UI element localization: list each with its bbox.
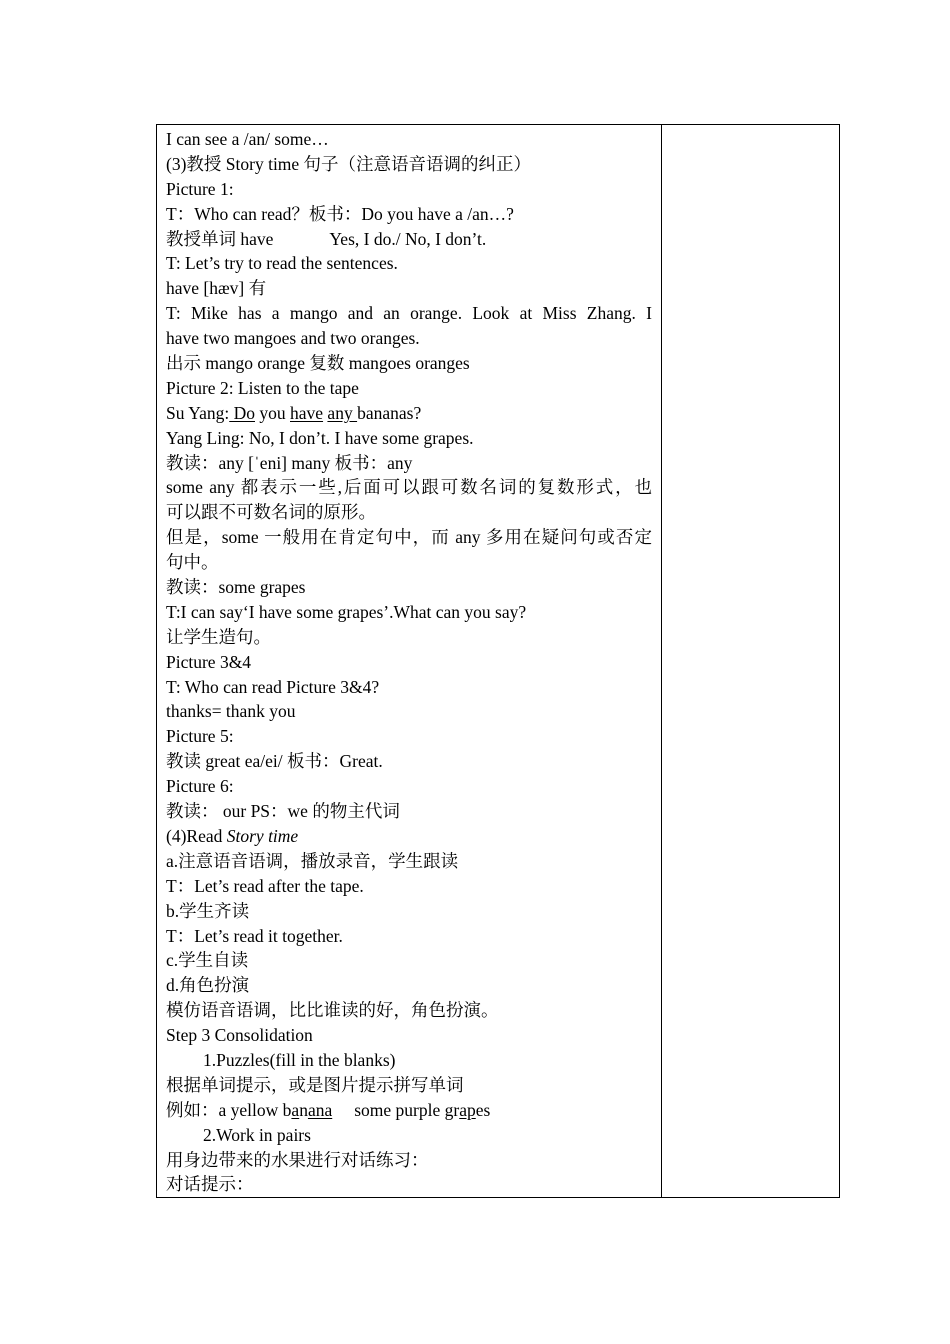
- notes-cell: [662, 125, 840, 1198]
- text-line: have two mangoes and two oranges.: [166, 328, 420, 349]
- text-line: I can see a /an/ some…: [166, 129, 329, 149]
- text-line: 但是，some 一般用在肯定句中，而 any 多用在疑问句或否定: [166, 527, 652, 548]
- underlined-word: any: [327, 402, 358, 423]
- text-line: [166, 1098, 652, 1123]
- text-line: 让学生造句。: [166, 626, 271, 647]
- text-line: 可以跟不可数名词的原形。: [166, 502, 376, 523]
- text-line: 句中。: [166, 552, 219, 573]
- lesson-plan-table: [156, 124, 840, 1198]
- text-span: bananas?: [357, 402, 422, 423]
- underlined-word: have: [290, 402, 324, 423]
- text-line: 用身边带来的水果进行对话练习：: [166, 1149, 429, 1170]
- underlined-word: Do: [229, 402, 255, 423]
- teaching-procedure-text: [157, 125, 661, 1197]
- text-line: 教读： our PS：we 的物主代词: [166, 801, 400, 822]
- text-span: you: [255, 402, 290, 423]
- text-line: have [hæv] 有: [166, 278, 267, 299]
- text-line: Picture 3&4: [166, 651, 252, 672]
- italic-title: Story time: [226, 825, 299, 846]
- text-span: Yes, I do./ No, I don’t.: [329, 228, 487, 249]
- underlined-letters: ana: [307, 1099, 333, 1120]
- text-span: es: [475, 1099, 491, 1120]
- text-line: Picture 2: Listen to the tape: [166, 377, 359, 398]
- text-line: 出示 mango orange 复数 mangoes oranges: [166, 353, 470, 374]
- text-line: thanks= thank you: [166, 701, 296, 722]
- text-span: n: [299, 1099, 308, 1120]
- text-span: some purple: [354, 1099, 445, 1120]
- text-line: T: Let’s try to read the sentences.: [166, 253, 398, 274]
- text-line: [166, 227, 652, 252]
- speaker-label: Su Yang:: [166, 402, 230, 423]
- text-line: 根据单词提示，或是图片提示拼写单词: [166, 1074, 464, 1095]
- text-line: c.学生自读: [166, 950, 249, 971]
- text-span: gr: [444, 1099, 460, 1120]
- text-line: 模仿语音语调，比比谁读的好，角色扮演。: [166, 1000, 499, 1021]
- teaching-procedure-cell: [157, 125, 662, 1198]
- text-line: a.注意语音语调，播放录音，学生跟读: [166, 850, 459, 871]
- section-heading: Step 3 Consolidation: [166, 1025, 313, 1046]
- text-line: [166, 401, 652, 426]
- table-row: [157, 125, 840, 1198]
- text-line: Picture 5:: [166, 726, 234, 747]
- text-line: 教读 great ea/ei/ 板书：Great.: [166, 751, 383, 772]
- underlined-letters: ap: [459, 1099, 476, 1120]
- text-line: 1.Puzzles(fill in the blanks): [203, 1049, 396, 1070]
- section-heading: (3)教授 Story time 句子（注意语音语调的纠正）: [166, 153, 532, 174]
- text-line: Picture 1:: [166, 178, 234, 199]
- text-line: T:I can say‘I have some grapes’.What can you say?: [166, 601, 527, 622]
- underlined-letter: a: [291, 1099, 300, 1120]
- text-line: some any 都表示一些,后面可以跟可数名词的复数形式，也: [166, 477, 652, 498]
- text-line: 教读：any [ˈeni] many 板书：any: [166, 452, 413, 473]
- text-span: 教授单词 have: [166, 228, 274, 249]
- text-line: d.角色扮演: [166, 975, 250, 996]
- text-line: T：Let’s read after the tape.: [166, 875, 364, 896]
- text-span: 例如：a yellow b: [166, 1099, 292, 1120]
- text-line: Yang Ling: No, I don’t. I have some grapes.: [166, 427, 474, 448]
- text-line: 教读：some grapes: [166, 577, 306, 598]
- text-line: Picture 6:: [166, 776, 234, 797]
- text-line: 对话提示：: [166, 1174, 254, 1195]
- text-line: T：Who can read？板书：Do you have a /an…?: [166, 203, 514, 224]
- section-heading: [166, 824, 652, 849]
- text-line: T: Mike has a mango and an orange. Look at Miss Zhang. I: [166, 303, 652, 324]
- text-line: T：Let’s read it together.: [166, 925, 343, 946]
- text-line: T: Who can read Picture 3&4?: [166, 676, 380, 697]
- text-line: 2.Work in pairs: [203, 1124, 311, 1145]
- text-line: b.学生齐读: [166, 900, 250, 921]
- text-span: (4)Read: [166, 825, 227, 846]
